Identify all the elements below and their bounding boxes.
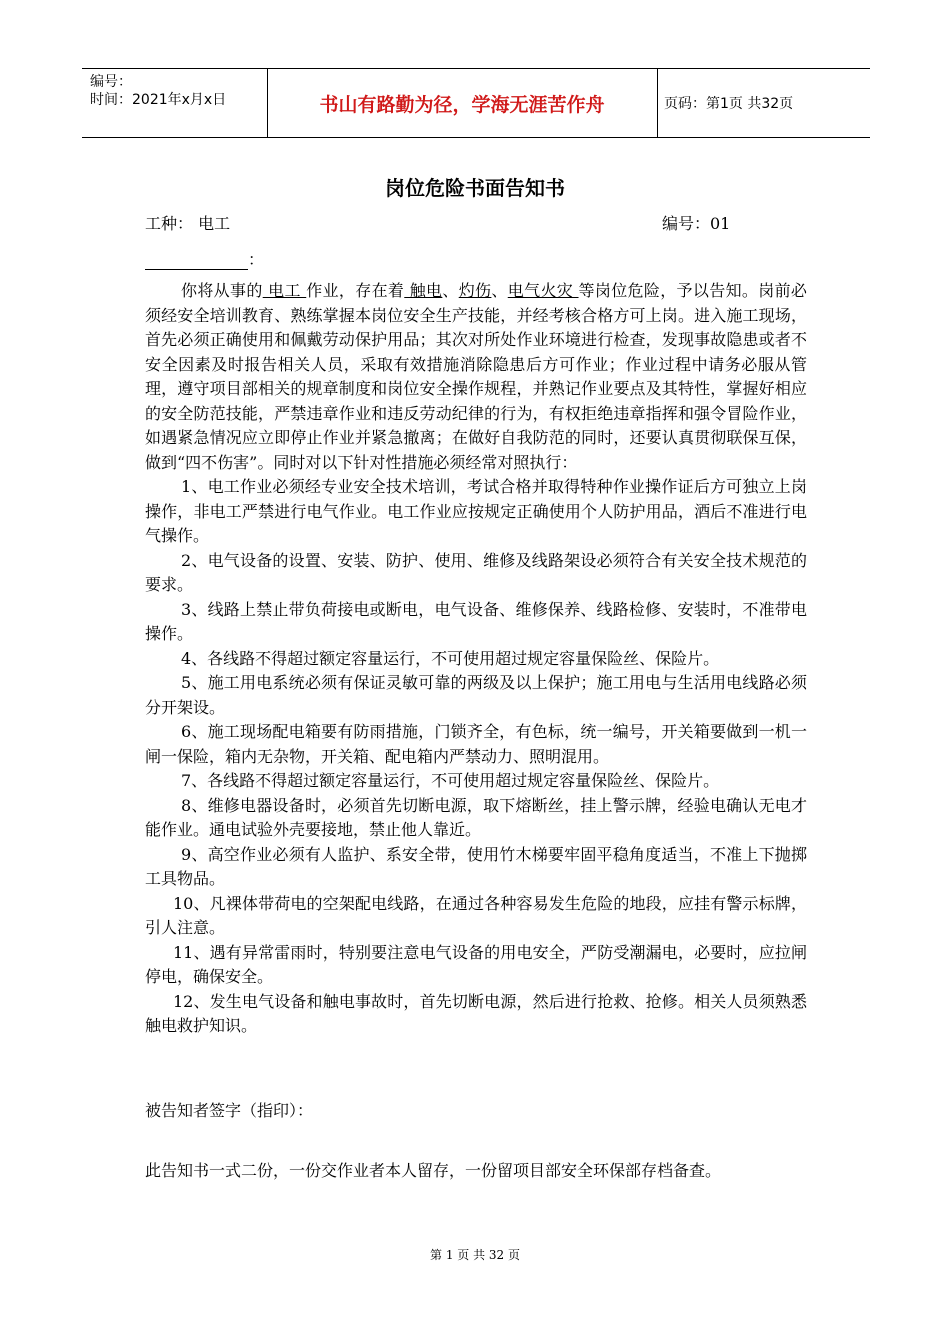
- header-page-label: 页码：第1页 共32页: [664, 96, 794, 112]
- measure-item: 8、维修电器设备时，必须首先切断电源，取下熔断丝，挂上警示牌，经验电确认无电才能作业。通电试验外壳要接地，禁止他人靠近。: [145, 795, 807, 839]
- measure-item: 5、施工用电系统必须有保证灵敏可靠的两级及以上保护；施工用电与生活用电线路必须分开架设。: [145, 673, 807, 717]
- measure-item: 11、遇有异常雷雨时，特别要注意电气设备的用电安全，严防受潮漏电，必要时，应拉闸停电，确保安全。: [145, 942, 807, 986]
- header-left: [90, 73, 226, 109]
- addressee-blank: [145, 251, 248, 270]
- intro-text-3: 等岗位危险，予以告知。岗前必须经安全培训教育、熟练掌握本岗位安全生产技能，并经考核合格方可上岗。进入施工现场，首先必须正确使用和佩戴劳动保护用品；其次对所处作业环境进行检查，发现事故隐患或者不安全因素及时报告相关人员，采取有效措施消除隐患后方可作业；作业过程中请务必服从管理，遵守项目部相关的规章制度和岗位安全操作规程，并熟记作业要点及其特性，掌握好相应的安全防范技能，严禁违章作业和违反劳动纪律的行为，有权拒绝违章指挥和强令冒险作业，如遇紧急情况应立即停止作业并紧急撤离；在做好自我防范的同时，还要认真贯彻联保互保，做到“四不伤害”。同时对以下针对性措施必须经常对照执行：: [145, 281, 807, 472]
- header-divider-right: [657, 69, 658, 137]
- intro-job: 电工: [262, 281, 307, 300]
- date-label: 时间：2021年x月x日: [90, 92, 227, 108]
- measure-item: 1、电工作业必须经专业安全技术培训，考试合格并取得特种作业操作证后方可独立上岗操作，非电工严禁进行电气作业。电工作业应按规定正确使用个人防护用品，酒后不准进行电气操作。: [145, 477, 807, 545]
- hazard-1: 触电: [404, 281, 443, 300]
- notice-body: [145, 279, 807, 1039]
- document-title: 岗位危险书面告知书: [385, 176, 565, 200]
- intro-text-1: 你将从事的: [181, 281, 263, 300]
- signature-label: 被告知者签字（指印）：: [145, 1101, 314, 1120]
- header-slogan: 书山有路勤为径，学海无涯苦作舟: [319, 93, 605, 116]
- number-label: 编号：: [90, 74, 132, 90]
- measure-item: 7、各线路不得超过额定容量运行，不可使用超过规定容量保险丝、保险片。: [181, 771, 720, 790]
- measure-item: 2、电气设备的设置、安装、防护、使用、维修及线路架设必须符合有关安全技术规范的要求。: [145, 550, 807, 594]
- intro-text-2: 作业，存在着: [306, 281, 405, 300]
- page-header: [82, 68, 870, 138]
- hazard-2: 灼伤: [458, 281, 492, 300]
- page-number: 第 1 页 共 32 页: [430, 1248, 520, 1262]
- measure-item: 6、施工现场配电箱要有防雨措施，门锁齐全，有色标，统一编号，开关箱要做到一机一闸一保险，箱内无杂物，开关箱、配电箱内严禁动力、照明混用。: [145, 722, 807, 766]
- addressee-line: [145, 247, 264, 270]
- measure-item: 4、各线路不得超过额定容量运行，不可使用超过规定容量保险丝、保险片。: [181, 648, 720, 668]
- measure-item: 12、发生电气设备和触电事故时，首先切断电源，然后进行抢救、抢修。相关人员须熟悉触电救护知识。: [145, 991, 807, 1035]
- intro-paragraph: [145, 279, 807, 475]
- job-type: 工种： 电工: [145, 214, 231, 233]
- measure-item: 3、线路上禁止带负荷接电或断电，电气设备、维修保养、线路检修、安装时，不准带电操作。: [145, 599, 807, 643]
- addressee-colon: ：: [248, 250, 265, 269]
- measure-item: 9、高空作业必须有人监护、系安全带，使用竹木梯要牢固平稳角度适当，不准上下抛掷工具物品。: [145, 844, 807, 888]
- serial-number: 编号：01: [662, 214, 731, 233]
- measure-item: 10、凡裸体带荷电的空架配电线路，在通过各种容易发生危险的地段，应挂有警示标牌，引人注意。: [145, 893, 807, 937]
- hazard-3: 电气火灾: [507, 281, 579, 300]
- hazard-sep-2: 、: [491, 281, 508, 300]
- hazard-sep-1: 、: [442, 281, 459, 300]
- footer-note: 此告知书一式二份，一份交作业者本人留存，一份留项目部安全环保部存档备查。: [145, 1161, 722, 1180]
